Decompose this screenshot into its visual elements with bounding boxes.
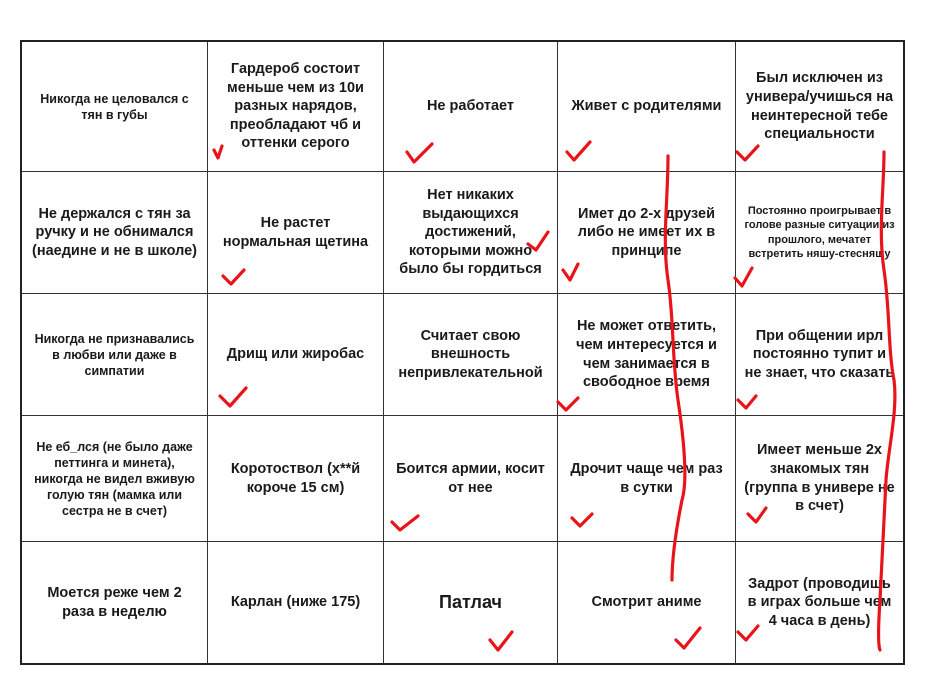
bingo-cell: Дрищ или жиробас	[208, 294, 384, 416]
bingo-cell: Патлач	[384, 542, 558, 663]
bingo-cell: Не растет нормальная щетина	[208, 172, 384, 294]
bingo-cell: Моется реже чем 2 раза в неделю	[22, 542, 208, 663]
bingo-cell: При общении ирл постоянно тупит и не знает, что сказать	[736, 294, 903, 416]
bingo-grid	[20, 40, 905, 665]
bingo-cell: Коротоствол (х**й короче 15 см)	[208, 416, 384, 542]
bingo-cell: Не может ответить, чем интересуется и чем занимается в свободное время	[558, 294, 736, 416]
bingo-cell: Не еб_лся (не было даже петтинга и минета), никогда не видел вживую голую тян (мамка или сестра не в счет)	[22, 416, 208, 542]
bingo-cell: Считает свою внешность непривлекательной	[384, 294, 558, 416]
bingo-cell: Никогда не признавались в любви или даже в симпатии	[22, 294, 208, 416]
bingo-cell: Карлан (ниже 175)	[208, 542, 384, 663]
bingo-cell: Не работает	[384, 42, 558, 172]
bingo-cell: Боится армии, косит от нее	[384, 416, 558, 542]
bingo-cell: Нет никаких выдающихся достижений, которыми можно было бы гордиться	[384, 172, 558, 294]
bingo-cell: Не держался с тян за ручку и не обнимался (наедине и не в школе)	[22, 172, 208, 294]
bingo-cell: Гардероб состоит меньше чем из 10и разных нарядов, преобладают чб и оттенки серого	[208, 42, 384, 172]
bingo-cell: Смотрит аниме	[558, 542, 736, 663]
bingo-cell: Дрочит чаще чем раз в сутки	[558, 416, 736, 542]
bingo-cell: Живет с родителями	[558, 42, 736, 172]
bingo-cell: Имеет меньше 2х знакомых тян (группа в универе не в счет)	[736, 416, 903, 542]
bingo-cell: Задрот (проводишь в играх больше чем 4 часа в день)	[747, 575, 892, 629]
bingo-cell: Никогда не целовался с тян в губы	[22, 42, 208, 172]
bingo-cell: Постоянно проигрывает в голове разные ситуации из прошлого, мечатет встретить няшу-стесняшу	[736, 172, 903, 294]
bingo-cell: Имет до 2-х друзей либо не имеет их в принципе	[558, 172, 736, 294]
bingo-cell: Был исключен из универа/учишься на неинтересной тебе специальности	[736, 42, 903, 172]
